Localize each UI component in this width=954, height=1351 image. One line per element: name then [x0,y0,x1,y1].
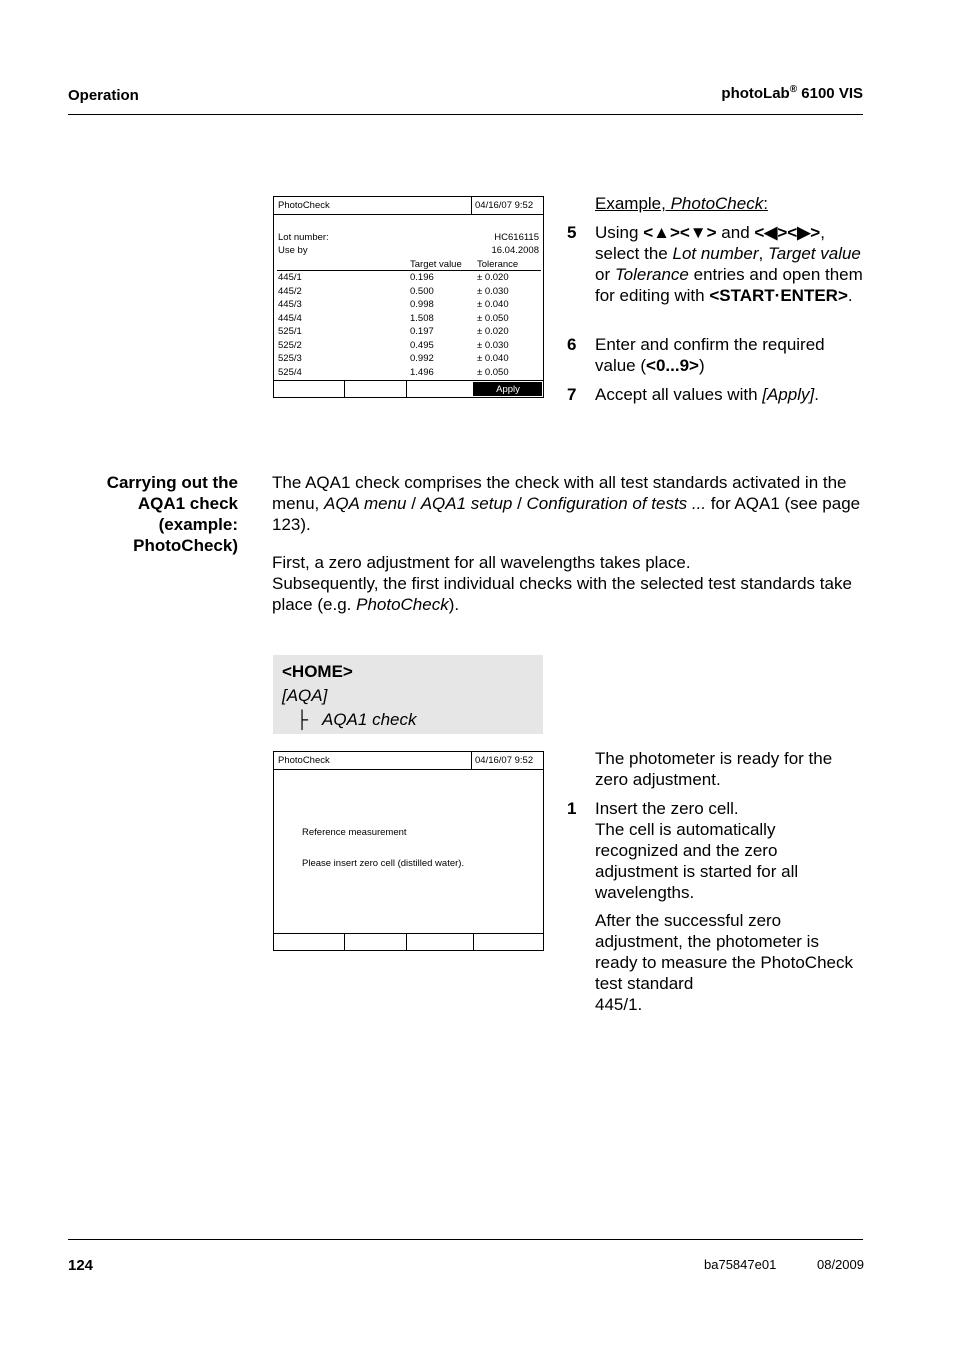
tolerance-value[interactable]: ± 0.050 [477,312,509,324]
table-row[interactable] [274,286,543,299]
target-value[interactable]: 0.500 [410,285,434,297]
heading-line: PhotoCheck) [133,536,238,555]
registered-mark: ® [789,84,798,95]
example-label [595,193,768,214]
softkey-3[interactable] [406,381,473,397]
running-header-section: Operation [68,87,139,104]
home-key: <HOME> [282,662,353,681]
standard-id: 525/1 [278,326,302,337]
text-line: The cell is automatically recognized and the zero adjustment is started for all wavelengths. [595,820,799,902]
text-run: or [595,265,615,284]
screen-title-bar [274,752,543,770]
tolerance-term: Tolerance [614,265,689,284]
tolerance-value[interactable]: ± 0.030 [477,285,509,297]
use-by-value: 16.04.2008 [491,245,539,256]
target-value-term: Target value [767,244,861,263]
reference-measurement-text: Reference measurement [302,827,407,838]
insert-zero-cell-text: Please insert zero cell (distilled water). [302,858,465,869]
step-text [595,384,865,405]
screen-datetime: 04/16/07 9:52 [471,197,543,214]
section-paragraph-2 [272,552,864,615]
text-run: / [512,494,527,513]
target-value[interactable]: 0.992 [410,353,434,364]
table-row[interactable] [274,340,543,353]
footer-rule [68,1239,863,1240]
menu-term: AQA1 setup [420,494,513,513]
aqa1-check-entry [282,708,543,732]
screen-title-bar [274,197,543,215]
target-value[interactable]: 0.196 [410,272,434,283]
table-row[interactable] [274,272,543,285]
heading-line: Carrying out the [106,473,238,492]
screen-title: PhotoCheck [278,755,330,766]
lot-number-term: Lot number [672,244,759,263]
target-value[interactable]: 0.998 [410,299,434,310]
text-run: ). [448,595,460,614]
tolerance-value[interactable]: ± 0.050 [477,366,509,378]
standard-id: 445/4 [278,312,302,324]
tolerance-header: Tolerance [477,259,519,270]
product-model: 6100 VIS [797,85,863,102]
step-number: 7 [567,385,577,404]
page-number: 124 [68,1257,94,1274]
tolerance-value[interactable]: ± 0.020 [477,326,509,337]
after-zero-text [595,910,863,1015]
tolerance-value[interactable]: ± 0.040 [477,299,509,310]
text-run: , select the [595,223,825,263]
lot-number-label[interactable]: Lot number: [278,232,329,243]
photocheck-term: PhotoCheck [356,595,449,614]
table-row[interactable] [274,353,543,366]
tolerance-value[interactable]: ± 0.030 [477,339,509,351]
standard-id: 525/2 [278,339,302,351]
aqa-softkey: [AQA] [282,686,328,705]
tree-branch-icon: ├ [296,710,309,729]
screen-title: PhotoCheck [278,200,330,211]
start-enter-key: <START·ENTER> [709,286,848,305]
text-run: Enter and confirm the required value ( [595,335,825,375]
softkey-1[interactable] [274,934,344,950]
standard-id: 445/2 [278,285,302,297]
text-run: , [758,244,768,263]
step-text [595,222,865,306]
text-run: ) [698,356,705,375]
table-row[interactable] [274,299,543,312]
table-rule [277,270,541,271]
heading-line: AQA1 check [137,494,238,513]
softkey-2[interactable] [344,934,406,950]
example-name: PhotoCheck [670,194,764,213]
reference-measurement-screen [273,751,544,951]
target-value[interactable]: 0.495 [410,339,434,351]
table-row[interactable] [274,367,543,380]
tolerance-value[interactable]: ± 0.040 [477,353,509,364]
step-text [595,334,865,376]
running-header-product [721,84,863,102]
softkey-bar [274,380,543,397]
text-run: / [406,494,421,513]
softkey-3[interactable] [406,934,473,950]
menu-path-box [273,655,543,734]
standard-id: 445/3 [278,299,302,310]
text-run: entries and open them for editing with [595,265,863,305]
step-number: 1 [567,799,577,818]
use-by-label: Use by [278,245,308,256]
example-prefix: Example, [595,194,671,213]
section-heading [68,472,238,556]
text-run: The AQA1 check comprises the check with all test standards activated in the menu, [272,473,847,513]
text-line [272,573,864,615]
step-text [595,798,845,903]
standard-id: 445/1 [278,272,302,283]
table-row[interactable] [274,313,543,326]
header-rule [68,114,863,115]
softkey-2[interactable] [344,381,406,397]
step-number: 6 [567,335,577,354]
aqa1-check-label: AQA1 check [322,710,417,729]
softkey-bar [274,933,543,950]
lot-number-value[interactable]: HC616115 [494,232,539,243]
document-number: ba75847e01 [704,1257,777,1272]
softkey-4[interactable] [473,934,543,950]
screen-datetime: 04/16/07 9:52 [471,752,543,769]
document-date: 08/2009 [817,1257,864,1272]
text-line: First, a zero adjustment for all wavelengths takes place. [272,553,691,572]
target-value-header: Target value [410,259,462,270]
text-run: . [847,286,853,305]
text-run: Using [595,223,644,242]
arrow-keys-up-down: <▲><▼> [643,223,717,242]
section-paragraph-1 [272,472,864,535]
text-run: Subsequently, the first individual checks with the selected test standards take place (e.g. [272,574,852,614]
text-run: for AQA1 (see page 123). [272,494,861,534]
standard-id: 525/4 [278,366,302,378]
text-line: Insert the zero cell. [595,799,739,818]
product-brand: photoLab [721,85,790,102]
target-value[interactable]: 1.508 [410,312,434,324]
apply-term: [Apply] [762,385,815,404]
arrow-keys-left-right: <◀><▶> [754,223,821,242]
heading-line: (example: [158,515,238,534]
target-value[interactable]: 1.496 [410,366,434,378]
text-run: . [814,385,819,404]
table-row[interactable] [274,326,543,339]
step-number: 5 [567,223,577,242]
menu-term: Configuration of tests ... [526,494,707,513]
photocheck-edit-screen [273,196,544,398]
target-value[interactable]: 0.197 [410,326,434,337]
example-suffix: : [763,194,768,213]
text-run: Accept all values with [595,385,763,404]
softkey-1[interactable] [274,381,344,397]
apply-softkey[interactable]: Apply [473,382,542,396]
text-run: and [716,223,755,242]
text-line: After the successful zero adjustment, the photometer is ready to measure the PhotoCheck test standard [595,911,853,993]
ready-for-zero-text: The photometer is ready for the zero adjustment. [595,749,833,789]
standard-id: 525/3 [278,353,302,364]
number-keys: <0...9> [646,356,699,375]
tolerance-value[interactable]: ± 0.020 [477,272,509,283]
menu-term: AQA menu [323,494,407,513]
text-line: 445/1. [595,995,643,1014]
